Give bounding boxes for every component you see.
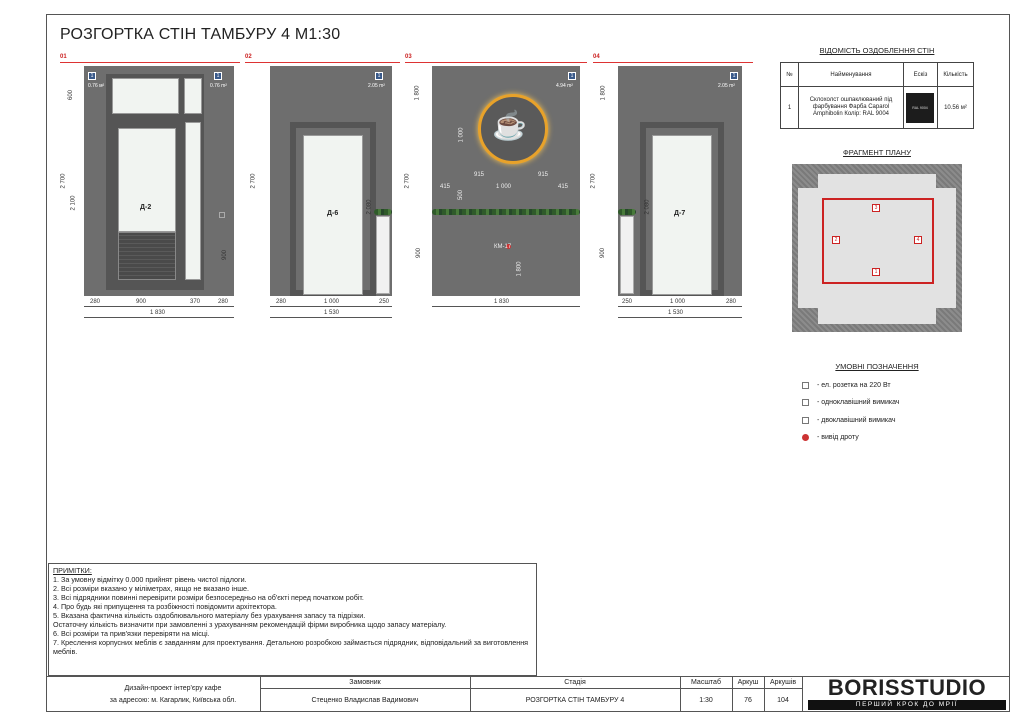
sheet-title: РОЗГОРТКА СТІН ТАМБУРУ 4 М1:30	[60, 26, 341, 43]
wall-area: 4.94 m²	[556, 83, 573, 89]
planter-greenery	[374, 209, 392, 215]
dim-height-total: 2 700	[404, 173, 411, 189]
dim-segment: 1 000	[670, 299, 686, 305]
dim-bottom: 900	[600, 247, 607, 259]
dim-bottom: 900	[416, 247, 423, 259]
door-glass	[118, 128, 176, 232]
note-line: 4. Про будь які припущення та розбіжності повідомити архітектора.	[53, 602, 277, 611]
legend-label: - двоклавішний вимикач	[817, 417, 896, 424]
dim-segment: 250	[622, 299, 633, 305]
wall-area-right: 0.76 m²	[210, 83, 227, 89]
dim-total: 1 530	[668, 310, 684, 316]
color-swatch: RAL 9004	[906, 93, 934, 123]
note-line: 6. Всі розміри та прив'язки перевіряти на місці.	[53, 629, 210, 638]
dim-side-left: 415	[440, 184, 451, 190]
wall-area: 2.05 m²	[368, 83, 385, 89]
plan-marker-3: 3	[872, 204, 880, 212]
dim-total: 1 830	[494, 299, 510, 305]
row-name: Склохолст ошпаклюваний під фарбування Фарба Caparol Amphibolin Колір: RAL 9004	[799, 87, 904, 129]
dim-height-door: 2 080	[644, 199, 651, 215]
brand-slogan: ПЕРШИЙ КРОК ДО МРІЇ	[808, 700, 1006, 710]
note-line: 3. Всі підрядники повинні перевірити розміри безпосередньо на об'єкті перед початком робіт.	[53, 593, 364, 602]
dimension-line	[84, 317, 234, 318]
sheets-value: 104	[777, 697, 789, 704]
plan-title: ФРАГМЕНТ ПЛАНУ	[843, 148, 911, 157]
col-header-name: Найменування	[799, 63, 904, 87]
finish-marker-badge: 1	[214, 72, 222, 80]
finish-marker-badge: 1	[568, 72, 576, 80]
legend-label: - одноклавішний вимикач	[817, 399, 900, 406]
legend-label: - ел. розетка на 220 Вт	[817, 382, 891, 389]
door-label: Д-2	[140, 204, 152, 211]
view-number-02: 02	[245, 54, 252, 60]
view-ruler-02	[245, 62, 400, 63]
greenery-strip	[432, 209, 580, 215]
dim-segment: 280	[276, 299, 287, 305]
dim-logo-height: 1 000	[458, 127, 465, 143]
dim-logo-width: 1 000	[496, 184, 512, 190]
dim-lower: 1 800	[516, 261, 523, 277]
view-ruler-03	[405, 62, 587, 63]
switch-symbol	[219, 212, 225, 218]
plan-marker-2: 2	[832, 236, 840, 244]
wall-area-left: 0.76 м²	[88, 83, 105, 89]
planter-greenery	[618, 209, 636, 215]
legend-switch-2	[802, 417, 896, 424]
finishing-table	[780, 62, 974, 129]
customer-name: Стеценко Владислав Вадимович	[311, 697, 419, 704]
legend-title: УМОВНІ ПОЗНАЧЕННЯ	[835, 362, 919, 371]
door-label: Д-7	[674, 210, 686, 217]
dim-height-door: 2 080	[366, 199, 373, 215]
col-header-sketch: Ескіз	[904, 63, 938, 87]
dim-total: 1 530	[324, 310, 340, 316]
km-label: КМ-17	[494, 244, 512, 250]
legend-wire	[802, 434, 859, 441]
row-num: 1	[781, 87, 799, 129]
dim-height-total: 2 700	[590, 173, 597, 189]
finishing-title: ВІДОМІСТЬ ОЗДОБЛЕННЯ СТІН	[819, 46, 935, 55]
dim-logo-offset: 500	[458, 189, 465, 201]
note-line: Остаточну кількість визначити при замовленні з урахуванням рекомендацій фірми виробника щодо запасу матеріалу.	[53, 620, 447, 629]
sheet-header: Аркуш	[737, 679, 759, 686]
notes-title: ПРИМІТКИ:	[53, 566, 92, 575]
view-ruler-01	[60, 62, 240, 63]
planter-box	[376, 216, 390, 294]
transom-window	[184, 78, 202, 114]
brand-logo: BORISSTUDIO	[827, 675, 987, 700]
col-header-qty: Кількість	[938, 63, 974, 87]
dim-segment: 280	[90, 299, 101, 305]
double-switch-icon	[802, 417, 809, 424]
dim-height-door: 2 100	[70, 195, 77, 211]
note-line: 7. Креслення корпусних меблів є завданням для проектування. Детальною розробкою займається підрядник, відповідальний за виготовлення меблів.	[53, 638, 529, 656]
door-panel	[118, 232, 176, 280]
project-name: Дизайн-проект інтер'єру кафе	[124, 685, 222, 692]
sheet-value: 76	[744, 697, 752, 704]
planter-box	[620, 216, 634, 294]
finish-marker-badge: 1	[730, 72, 738, 80]
view-ruler-04	[593, 62, 753, 63]
dimension-line	[270, 317, 392, 318]
wall-elevation-04	[618, 66, 742, 296]
dim-logo-left: 915	[474, 172, 485, 178]
note-line: 5. Вказана фактична кількість оздоблювального матеріалу без урахування запасу та підрізки.	[53, 611, 366, 620]
plan-marker-4: 4	[914, 236, 922, 244]
wall-elevation-03	[432, 66, 580, 296]
legend-switch-1	[802, 399, 899, 406]
dimension-line	[618, 317, 742, 318]
legend-socket	[802, 382, 891, 389]
dim-side-right: 415	[558, 184, 569, 190]
wall-elevation-01	[84, 66, 234, 296]
finish-marker-badge: 1	[375, 72, 383, 80]
finish-marker-badge: 1	[88, 72, 96, 80]
dim-segment: 900	[136, 299, 147, 305]
col-header-num: №	[781, 63, 799, 87]
coffee-cup-icon: ☕	[492, 110, 527, 141]
dim-height-total: 2 700	[60, 173, 67, 189]
scale-value: 1:30	[699, 697, 713, 704]
dim-segment: 280	[726, 299, 737, 305]
view-number-03: 03	[405, 54, 412, 60]
wall-area: 2.05 m²	[718, 83, 735, 89]
dimension-line	[84, 306, 234, 307]
transom-window	[112, 78, 179, 114]
view-number-04: 04	[593, 54, 600, 60]
socket-icon	[802, 382, 809, 389]
dim-segment: 280	[218, 299, 229, 305]
dimension-line	[618, 306, 742, 307]
dim-height-top: 600	[68, 89, 75, 101]
dimension-line	[432, 306, 580, 307]
scale-header: Масштаб	[691, 679, 721, 686]
title-block	[46, 676, 1010, 712]
dim-side-900: 900	[222, 249, 229, 261]
dim-segment: 250	[379, 299, 390, 305]
note-line: 2. Всі розміри вказано у міліметрах, якщо не вказано інше.	[53, 584, 249, 593]
side-glass	[185, 122, 201, 280]
view-number-01: 01	[60, 54, 67, 60]
dim-height-total: 2 700	[250, 173, 257, 189]
plan-marker-1: 1	[872, 268, 880, 276]
notes-box	[48, 563, 537, 676]
legend-label: - вивід дроту	[817, 434, 859, 441]
project-address: за адресою: м. Кагарлик, Київська обл.	[109, 697, 237, 704]
dim-logo-right: 915	[538, 172, 549, 178]
plan-fragment	[792, 164, 962, 332]
wall-elevation-02	[270, 66, 392, 296]
stage-value: РОЗГОРТКА СТІН ТАМБУРУ 4	[525, 697, 625, 704]
dim-upper: 1 800	[600, 85, 607, 101]
row-qty: 10.56 м²	[938, 87, 974, 129]
customer-header: Замовник	[349, 679, 381, 686]
dimension-line	[270, 306, 392, 307]
stage-header: Стадія	[564, 679, 586, 686]
wire-outlet-icon	[802, 434, 809, 441]
row-sketch	[904, 87, 938, 129]
switch-icon	[802, 399, 809, 406]
dim-upper: 1 800	[414, 85, 421, 101]
dim-total: 1 830	[150, 310, 166, 316]
dim-segment: 1 000	[324, 299, 340, 305]
note-line: 1. За умовну відмітку 0.000 прийнят рівень чистої підлоги.	[53, 575, 247, 584]
dim-segment: 370	[190, 299, 201, 305]
sheets-header: Аркушів	[769, 679, 797, 686]
door-label: Д-6	[327, 210, 339, 217]
